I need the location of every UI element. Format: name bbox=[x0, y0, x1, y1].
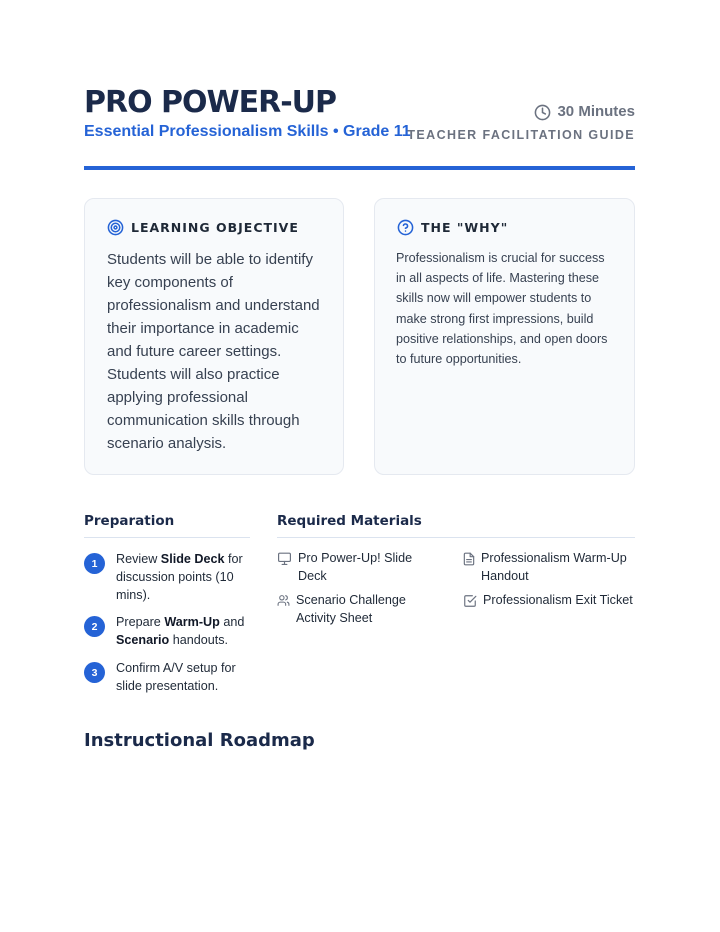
page-title: PRO POWER-UP bbox=[84, 85, 337, 120]
step-number: 3 bbox=[84, 662, 105, 683]
learning-objective-title: LEARNING OBJECTIVE bbox=[131, 220, 299, 235]
guide-label: TEACHER FACILITATION GUIDE bbox=[407, 128, 635, 142]
material-label: Scenario Challenge Activity Sheet bbox=[296, 593, 406, 625]
why-card bbox=[374, 198, 635, 475]
why-text: Professionalism is crucial for success in all aspects of life. Mastering these skills now will empower students to make strong first impressions, build positive relationships, and open doors to future opportunities. bbox=[396, 251, 608, 367]
learning-objective-card bbox=[84, 198, 344, 475]
preparation-title: Preparation bbox=[84, 513, 175, 529]
material-label: Professionalism Exit Ticket bbox=[483, 593, 633, 607]
why-header bbox=[397, 219, 508, 236]
instructional-roadmap-title: Instructional Roadmap bbox=[84, 730, 315, 751]
document-icon bbox=[463, 552, 475, 566]
users-icon bbox=[277, 594, 290, 607]
step-number: 1 bbox=[84, 553, 105, 574]
learning-objective-header bbox=[107, 219, 299, 236]
material-item bbox=[463, 549, 635, 585]
header-divider bbox=[84, 166, 635, 170]
step-number: 2 bbox=[84, 616, 105, 637]
monitor-icon bbox=[277, 552, 292, 565]
required-materials-divider bbox=[277, 537, 635, 538]
page-subtitle: Essential Professionalism Skills • Grade 11 bbox=[84, 123, 411, 140]
material-item bbox=[463, 591, 635, 609]
step-text: Confirm A/V setup for slide presentation. bbox=[116, 661, 236, 693]
target-icon bbox=[107, 219, 124, 236]
preparation-divider bbox=[84, 537, 250, 538]
question-circle-icon bbox=[397, 219, 414, 236]
step-text: Review Slide Deck for discussion points (10 mins). bbox=[116, 552, 243, 602]
material-item bbox=[277, 549, 437, 585]
duration-badge bbox=[534, 102, 635, 122]
checkbox-icon bbox=[463, 594, 477, 608]
learning-objective-text: Students will be able to identify key components of professionalism and understand their importance in academic and future career settings. Students will also practice applying professional communication skills through scenario analysis. bbox=[107, 251, 320, 452]
step-text: Prepare Warm-Up and Scenario handouts. bbox=[116, 615, 245, 647]
duration-text: 30 Minutes bbox=[557, 103, 635, 120]
material-label: Professionalism Warm-Up Handout bbox=[481, 551, 627, 583]
material-item bbox=[277, 591, 437, 627]
clock-icon bbox=[534, 104, 551, 121]
required-materials-title: Required Materials bbox=[277, 513, 422, 529]
why-title: THE "WHY" bbox=[421, 220, 509, 235]
material-label: Pro Power-Up! Slide Deck bbox=[298, 551, 413, 583]
